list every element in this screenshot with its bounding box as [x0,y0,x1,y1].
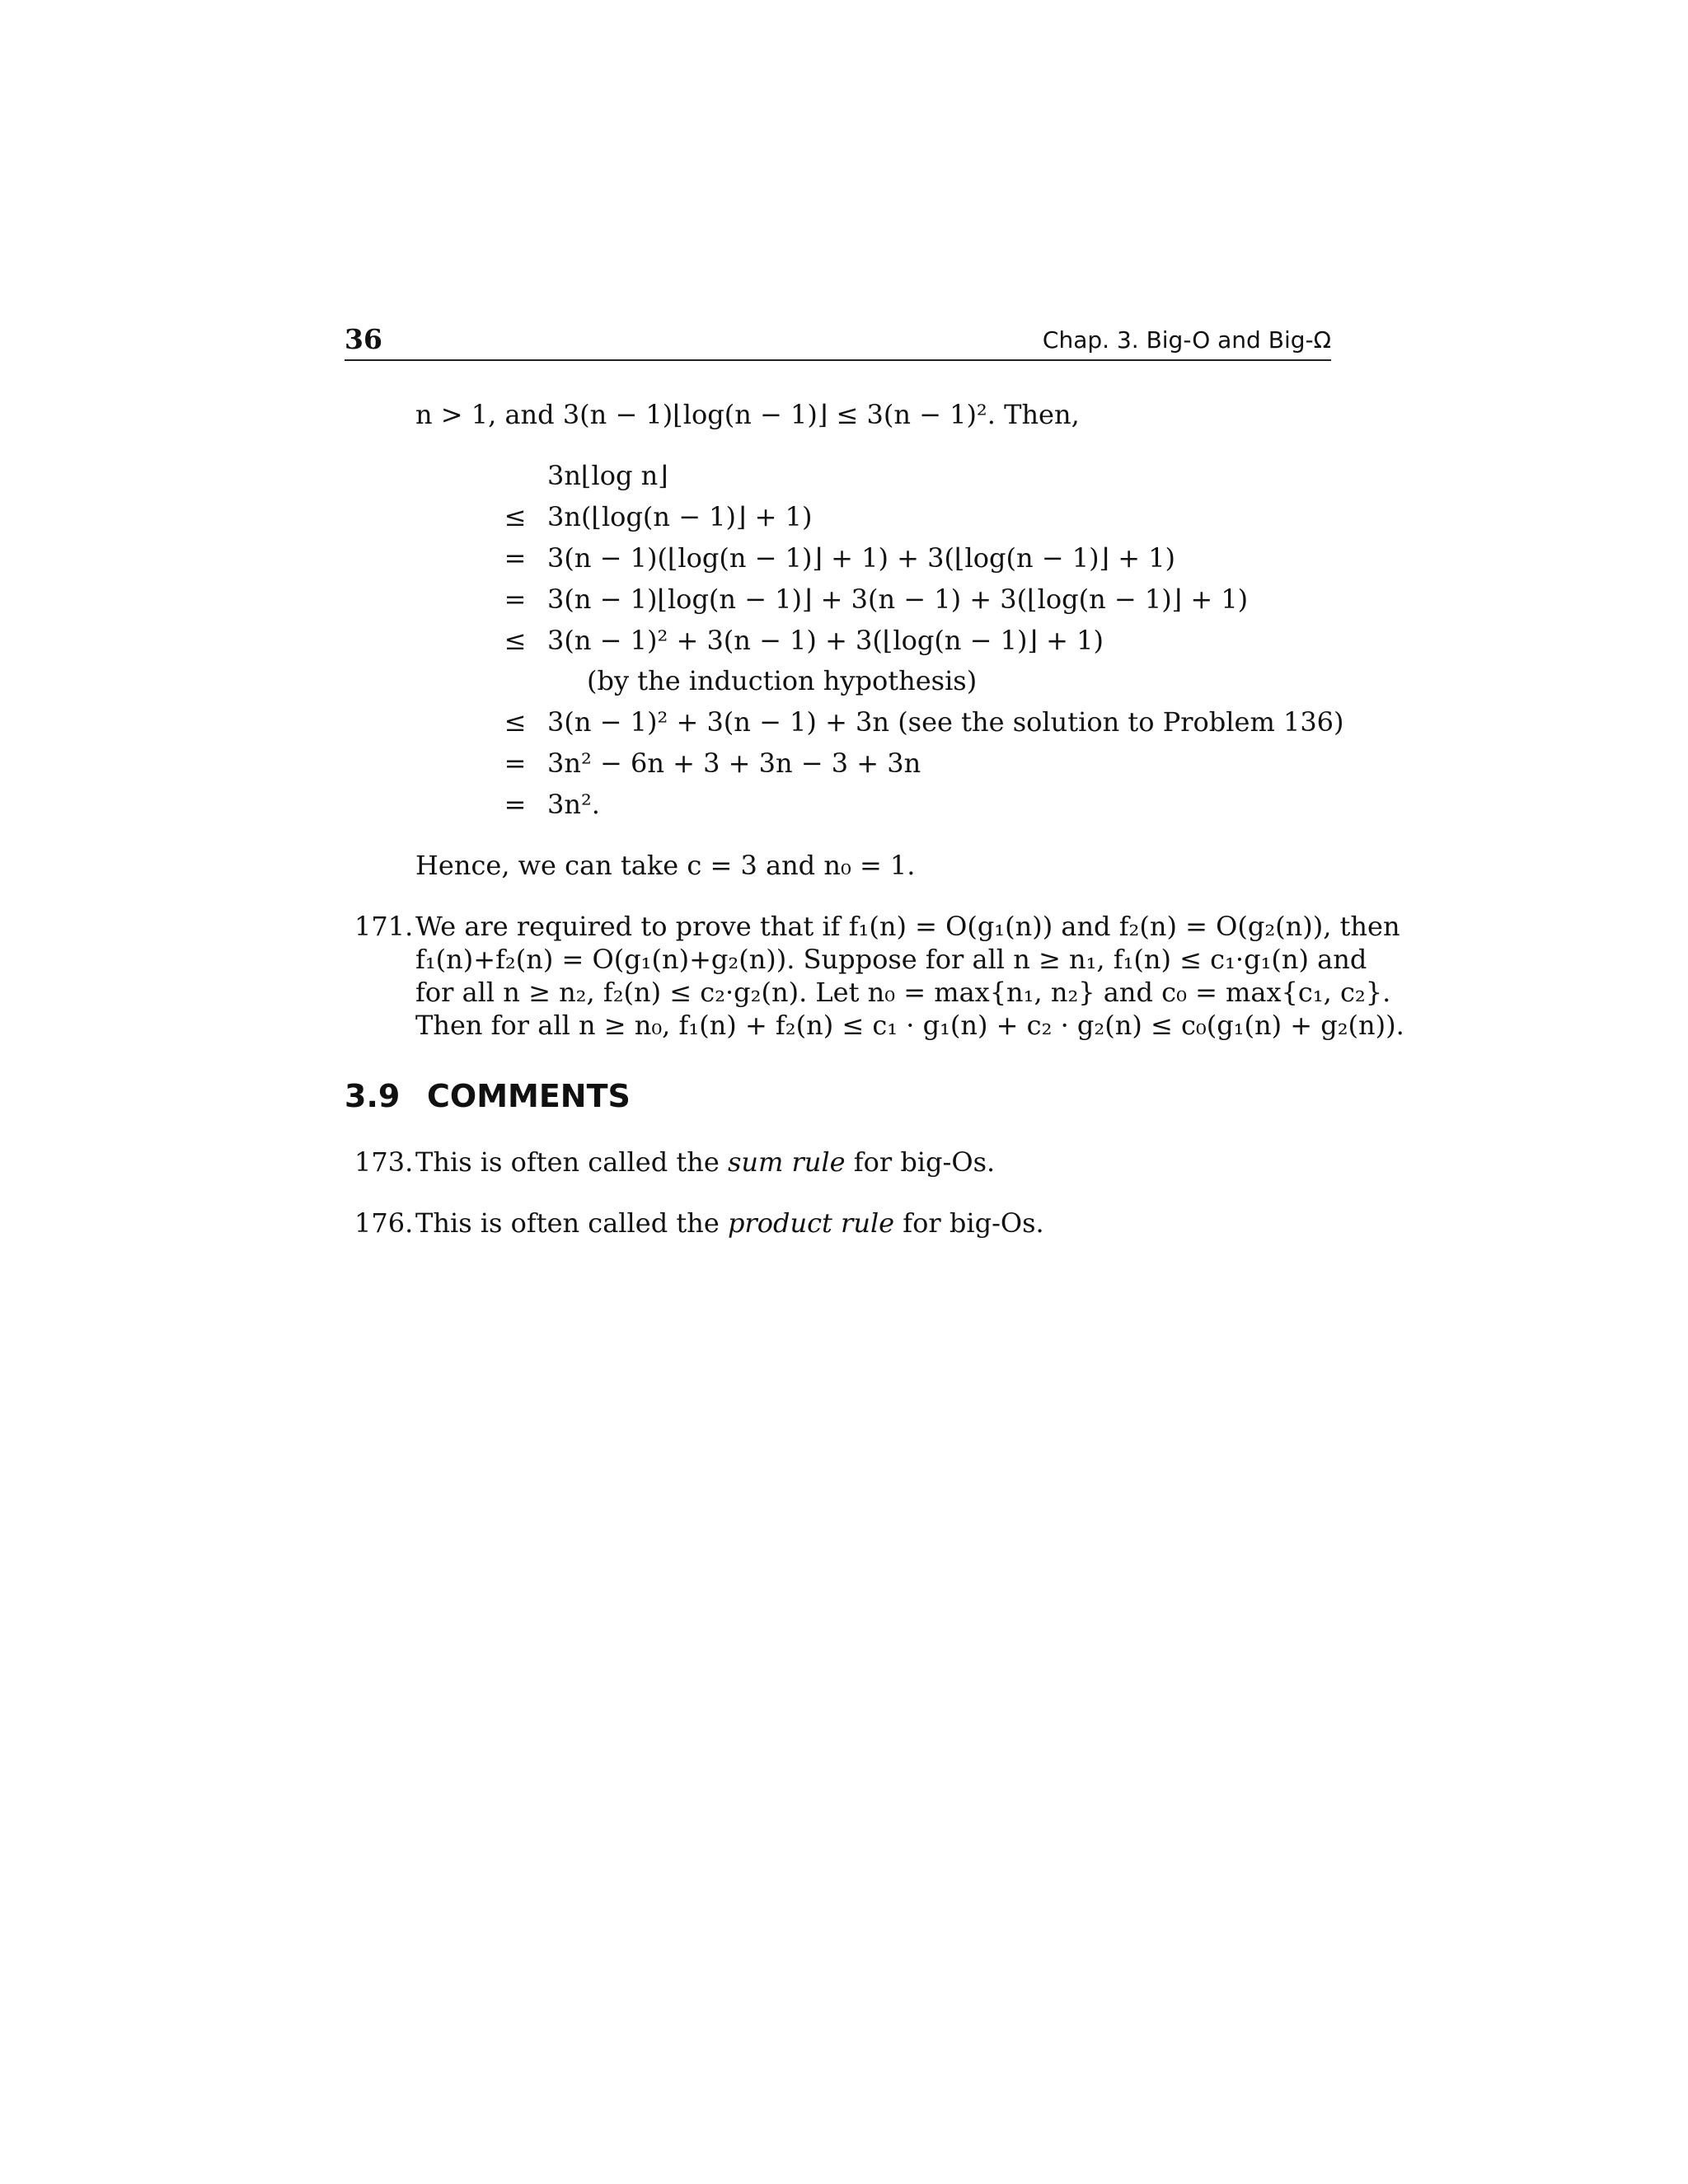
derivation-op: = [504,789,527,820]
derivation-op: ≤ [504,501,527,532]
comment-text [415,1207,1044,1240]
derivation-rhs: 3(n − 1)⌊log(n − 1)⌋ + 3(n − 1) + 3(⌊log(n − 1)⌋ + 1) [547,583,1249,615]
comment-text-part: This is often called the [415,1146,728,1178]
derivation-rhs: 3n² − 6n + 3 + 3n − 3 + 3n [547,748,921,779]
comment-number: 173. [354,1146,414,1178]
conclusion-line: Hence, we can take c = 3 and n₀ = 1. [415,850,916,881]
page-header [345,321,1331,361]
running-head: Chap. 3. Big-O and Big-Ω [1042,326,1331,354]
derivation-op: ≤ [504,625,527,656]
page-number: 36 [345,323,382,355]
section-heading [345,1078,631,1114]
comment-text [415,1146,995,1179]
comment-number: 176. [354,1207,414,1239]
comment-text-part: for big-Os. [845,1146,996,1178]
intro-line: n > 1, and 3(n − 1)⌊log(n − 1)⌋ ≤ 3(n − 1)². Then, [415,399,1080,430]
item-171-line: Then for all n ≥ n₀, f₁(n) + f₂(n) ≤ c₁ · g₁(n) + c₂ · g₂(n) ≤ c₀(g₁(n) + g₂(n)). [415,1010,1404,1041]
comment-text-part: This is often called the [415,1207,728,1239]
comment-emphasis: sum rule [727,1146,846,1178]
derivation-op: ≤ [504,706,527,738]
derivation-op: = [504,583,527,615]
item-171-line: for all n ≥ n₂, f₂(n) ≤ c₂·g₂(n). Let n₀ = max{n₁, n₂} and c₀ = max{c₁, c₂}. [415,977,1391,1008]
derivation-op: = [504,542,527,574]
derivation-op: = [504,748,527,779]
derivation-rhs: 3(n − 1)² + 3(n − 1) + 3n (see the solution to Problem 136) [547,706,1344,738]
section-title: COMMENTS [427,1078,631,1114]
item-171-line: f₁(n)+f₂(n) = O(g₁(n)+g₂(n)). Suppose for all n ≥ n₁, f₁(n) ≤ c₁·g₁(n) and [415,944,1367,975]
item-number: 171. [354,911,414,942]
derivation-justification: (by the induction hypothesis) [587,665,978,696]
derivation-rhs: 3n². [547,789,600,820]
derivation-rhs: 3(n − 1)² + 3(n − 1) + 3(⌊log(n − 1)⌋ + 1) [547,625,1104,656]
derivation-rhs: 3n(⌊log(n − 1)⌋ + 1) [547,501,813,532]
section-number: 3.9 [345,1078,401,1114]
comment-emphasis: product rule [727,1207,895,1239]
comment-text-part: for big-Os. [894,1207,1044,1239]
derivation-rhs: 3(n − 1)(⌊log(n − 1)⌋ + 1) + 3(⌊log(n − 1)⌋ + 1) [547,542,1176,574]
item-171-line: We are required to prove that if f₁(n) = O(g₁(n)) and f₂(n) = O(g₂(n)), then [415,911,1400,942]
derivation-first-line: 3n⌊log n⌋ [547,460,668,491]
